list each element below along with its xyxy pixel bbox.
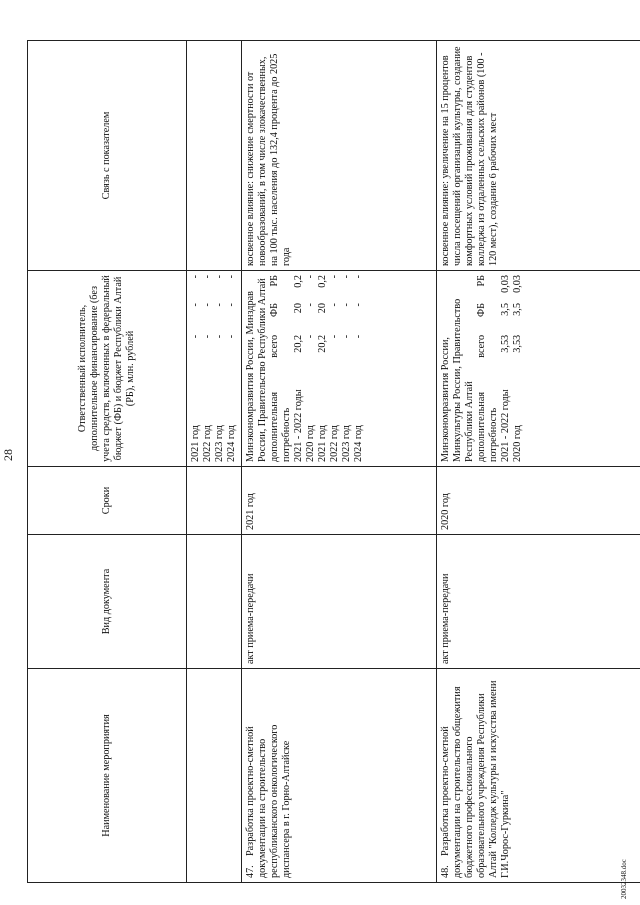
executor-cell [242, 271, 437, 467]
financing-header-row: дополнительная потребность всего ФБ РБ [269, 275, 292, 462]
executors-text: Минэкономразвития России, Минкультуры России, Правительство Республики Алтай [440, 298, 475, 462]
measure-name-cell [437, 669, 640, 883]
continued-years-table [190, 275, 238, 462]
term-cell: 2021 год [242, 467, 437, 535]
table-row-continued [187, 41, 242, 883]
table-row [242, 41, 437, 883]
year-row: 2021 - 2022 годы 3,53 3,5 0,03 [500, 275, 511, 462]
row-number: 47. [245, 865, 256, 878]
year-row: 2021 год 20,2 20 0,2 [317, 275, 328, 462]
doc-type-cell: акт приема-передачи [242, 535, 437, 669]
year-row: 2023 год - - - [341, 275, 352, 462]
header-link: Связь с показателем [28, 41, 187, 271]
header-terms: Сроки [28, 467, 187, 535]
year-row: 2022 год - - - [329, 275, 340, 462]
executors-text: Минэкономразвития России, Минздрав России, Правительство Республики Алтай [245, 278, 268, 462]
continued-years-cell [187, 271, 242, 467]
financing-header-row: дополнительная потребность всего ФБ РБ [476, 275, 499, 462]
year-row: 2020 год 3,53 3,5 0,03 [512, 275, 523, 462]
year-row: 2024 год - - - [353, 275, 364, 462]
header-doc-type: Вид документа [28, 535, 187, 669]
year-row: 2020 год - - - [305, 275, 316, 462]
measure-name: Разработка проектно-сметной документации на строительство республиканского онкологического диспансера в г. Горно-Алтайске [245, 724, 292, 878]
measure-name-cell [242, 669, 437, 883]
year-row: 2021 - 2022 годы 20,2 20 0,2 [293, 275, 304, 462]
year-row: 2023 год - - - [214, 275, 225, 462]
financing-table [269, 275, 365, 462]
year-row: 2022 год - - - [202, 275, 213, 462]
executor-cell [437, 271, 640, 467]
year-row: 2024 год - - - [226, 275, 237, 462]
table-row [437, 41, 640, 883]
link-cell: косвенное влияние: увеличение на 15 процентов числа посещений организаций культуры, создание комфортных условий проживания для студентов колледжа из отдаленных сельских районов (100 - 120 мест), создание 6 рабочих мест [437, 41, 640, 271]
header-executor: Ответственный исполнитель, дополнительное финансирование (без учета средств, включенных в федеральный бюджет (ФБ) и бюджет Республики Алтай (РБ), млн. рублей [28, 271, 187, 467]
doc-type-cell: акт приема-передачи [437, 535, 640, 669]
page-number: 28 [1, 449, 15, 461]
measure-name: Разработка проектно-сметной документации на строительство общежития бюджетного профессионального образовательного учреждения Республики Алтай "Колледж культуры и искусства имени Г.И.Чорос-Гуркина" [440, 680, 511, 878]
header-row [28, 41, 187, 883]
row-number: 48. [440, 865, 451, 878]
year-row: 2021 год - - - [190, 275, 201, 462]
link-cell: косвенное влияние: снижение смертности от новообразований, в том числе злокачественных, на 100 тыс. населения до 132,4 процента до 2025 года [242, 41, 437, 271]
term-cell: 2020 год [437, 467, 640, 535]
financing-table [476, 275, 524, 462]
file-name: 20032348.doc [620, 859, 628, 899]
measures-table [27, 40, 640, 883]
header-name: Наименование мероприятия [28, 669, 187, 883]
